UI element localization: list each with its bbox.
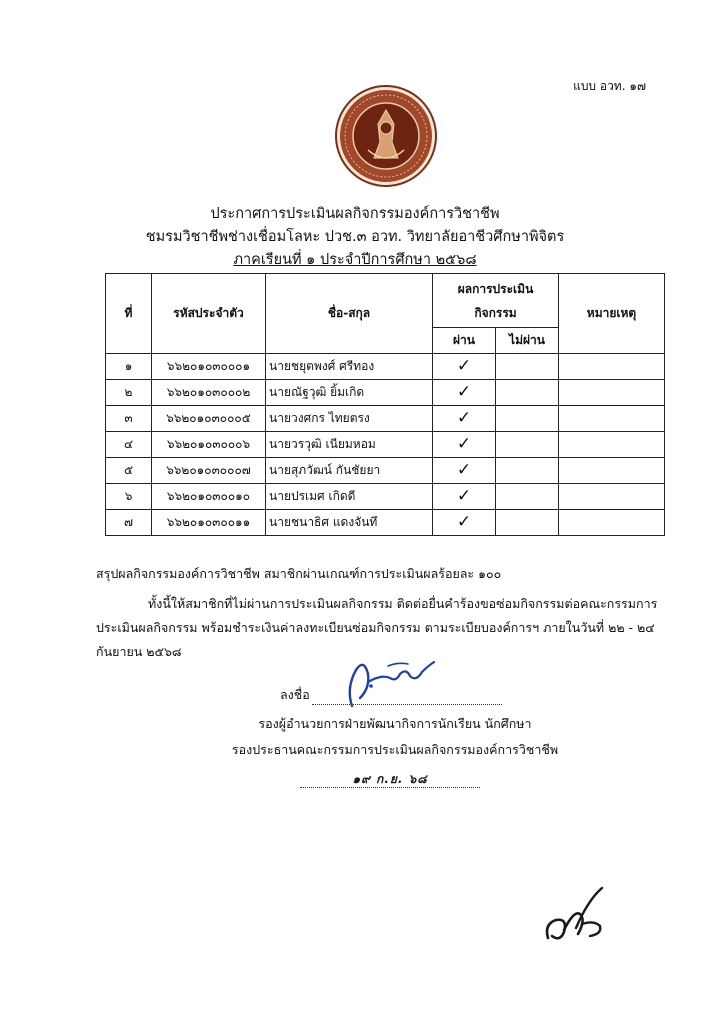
row-no: ๗ — [106, 510, 152, 536]
row-student-id: ๖๖๒๐๑๐๓๐๐๐๗ — [152, 458, 266, 484]
form-code: แบบ อวท. ๑๗ — [573, 79, 646, 93]
handwritten-date: ๑๙ ก.ย. ๖๘ — [352, 772, 428, 786]
row-student-id: ๖๖๒๐๑๐๓๐๐๐๒ — [152, 380, 266, 406]
table-row — [106, 380, 665, 406]
row-name: นายชยุตพงศ์ ศรีทอง — [266, 354, 433, 380]
header-student-id: รหัสประจำตัว — [152, 274, 266, 354]
signature-date — [300, 770, 480, 788]
row-fail — [496, 380, 559, 406]
row-name: นายชนาธิศ แดงจันทึ — [266, 510, 433, 536]
row-pass-checkmark: ✓ — [433, 354, 496, 380]
signer-position-1: รองผู้อำนวยการฝ่ายพัฒนากิจการนักเรียน นักศึกษา — [258, 716, 532, 731]
header-result-line2: กิจกรรม — [474, 305, 517, 320]
notice-line-2: ประเมินผลกิจกรรม พร้อมชำระเงินค่าลงทะเบียนซ่อมกิจกรรม ตามระเบียบองค์การฯ ภายในวันที่ ๒๒ - ๒๔ — [96, 620, 655, 635]
table-row — [106, 484, 665, 510]
row-name: นายณัฐวุฒิ ยิ้มเกิด — [266, 380, 433, 406]
row-pass-checkmark: ✓ — [433, 484, 496, 510]
semester-title: ภาคเรียนที่ ๑ ประจำปีการศึกษา ๒๕๖๘ — [233, 252, 477, 268]
row-remark — [559, 484, 665, 510]
organization-seal — [334, 84, 438, 188]
header-no: ที่ — [106, 274, 152, 354]
row-student-id: ๖๖๒๐๑๐๓๐๐๑๑ — [152, 510, 266, 536]
club-title: ชมรมวิชาชีพช่างเชื่อมโลหะ ปวช.๓ อวท. วิทยาลัยอาชีวศึกษาพิจิตร — [145, 229, 565, 245]
row-fail — [496, 432, 559, 458]
table-row — [106, 510, 665, 536]
row-fail — [496, 484, 559, 510]
row-no: ๕ — [106, 458, 152, 484]
table-row — [106, 458, 665, 484]
summary-text: สรุปผลกิจกรรมองค์การวิชาชีพ สมาชิกผ่านเกณฑ์การประเมินผลร้อยละ ๑๐๐ — [96, 566, 502, 581]
row-name: นายวรวุฒิ เนียมหอม — [266, 432, 433, 458]
signer-position-2: รองประธานคณะกรรมการประเมินผลกิจกรรมองค์การวิชาชีพ — [231, 742, 559, 757]
notice-line-3: กันยายน ๒๕๖๘ — [96, 644, 182, 659]
row-student-id: ๖๖๒๐๑๐๓๐๐๑๐ — [152, 484, 266, 510]
header-result — [433, 274, 559, 328]
announcement-title: ประกาศการประเมินผลกิจกรรมองค์การวิชาชีพ — [210, 206, 500, 222]
row-pass-checkmark: ✓ — [433, 510, 496, 536]
header-fail: ไม่ผ่าน — [496, 328, 559, 354]
row-remark — [559, 458, 665, 484]
row-fail — [496, 510, 559, 536]
table-row — [106, 406, 665, 432]
row-remark — [559, 406, 665, 432]
header-result-line1: ผลการประเมิน — [457, 281, 534, 296]
row-student-id: ๖๖๒๐๑๐๓๐๐๐๖ — [152, 432, 266, 458]
row-name: นายสุภวัฒน์ กันชัยยา — [266, 458, 433, 484]
table-row — [106, 354, 665, 380]
sign-label: ลงชื่อ — [280, 687, 310, 702]
row-fail — [496, 458, 559, 484]
row-no: ๖ — [106, 484, 152, 510]
row-remark — [559, 380, 665, 406]
handwritten-initials — [540, 880, 610, 950]
header-pass: ผ่าน — [433, 328, 496, 354]
row-pass-checkmark: ✓ — [433, 380, 496, 406]
row-pass-checkmark: ✓ — [433, 458, 496, 484]
row-name: นายปรเมศ เกิดดี — [266, 484, 433, 510]
row-fail — [496, 406, 559, 432]
row-student-id: ๖๖๒๐๑๐๓๐๐๐๕ — [152, 406, 266, 432]
row-fail — [496, 354, 559, 380]
row-pass-checkmark: ✓ — [433, 406, 496, 432]
row-no: ๔ — [106, 432, 152, 458]
row-no: ๒ — [106, 380, 152, 406]
notice-line-1: ทั้งนี้ให้สมาชิกที่ไม่ผ่านการประเมินผลกิจกรรม ติดต่อยื่นคำร้องขอซ่อมกิจกรรมต่อคณะกรรมการ — [148, 596, 658, 611]
handwritten-signature — [338, 648, 448, 710]
evaluation-table — [105, 273, 665, 536]
header-name: ชื่อ-สกุล — [266, 274, 433, 354]
row-name: นายวงศกร ไทยตรง — [266, 406, 433, 432]
row-remark — [559, 354, 665, 380]
row-pass-checkmark: ✓ — [433, 432, 496, 458]
table-row — [106, 432, 665, 458]
row-no: ๑ — [106, 354, 152, 380]
row-no: ๓ — [106, 406, 152, 432]
row-remark — [559, 432, 665, 458]
row-remark — [559, 510, 665, 536]
header-remark: หมายเหตุ — [559, 274, 665, 354]
row-student-id: ๖๖๒๐๑๐๓๐๐๐๑ — [152, 354, 266, 380]
